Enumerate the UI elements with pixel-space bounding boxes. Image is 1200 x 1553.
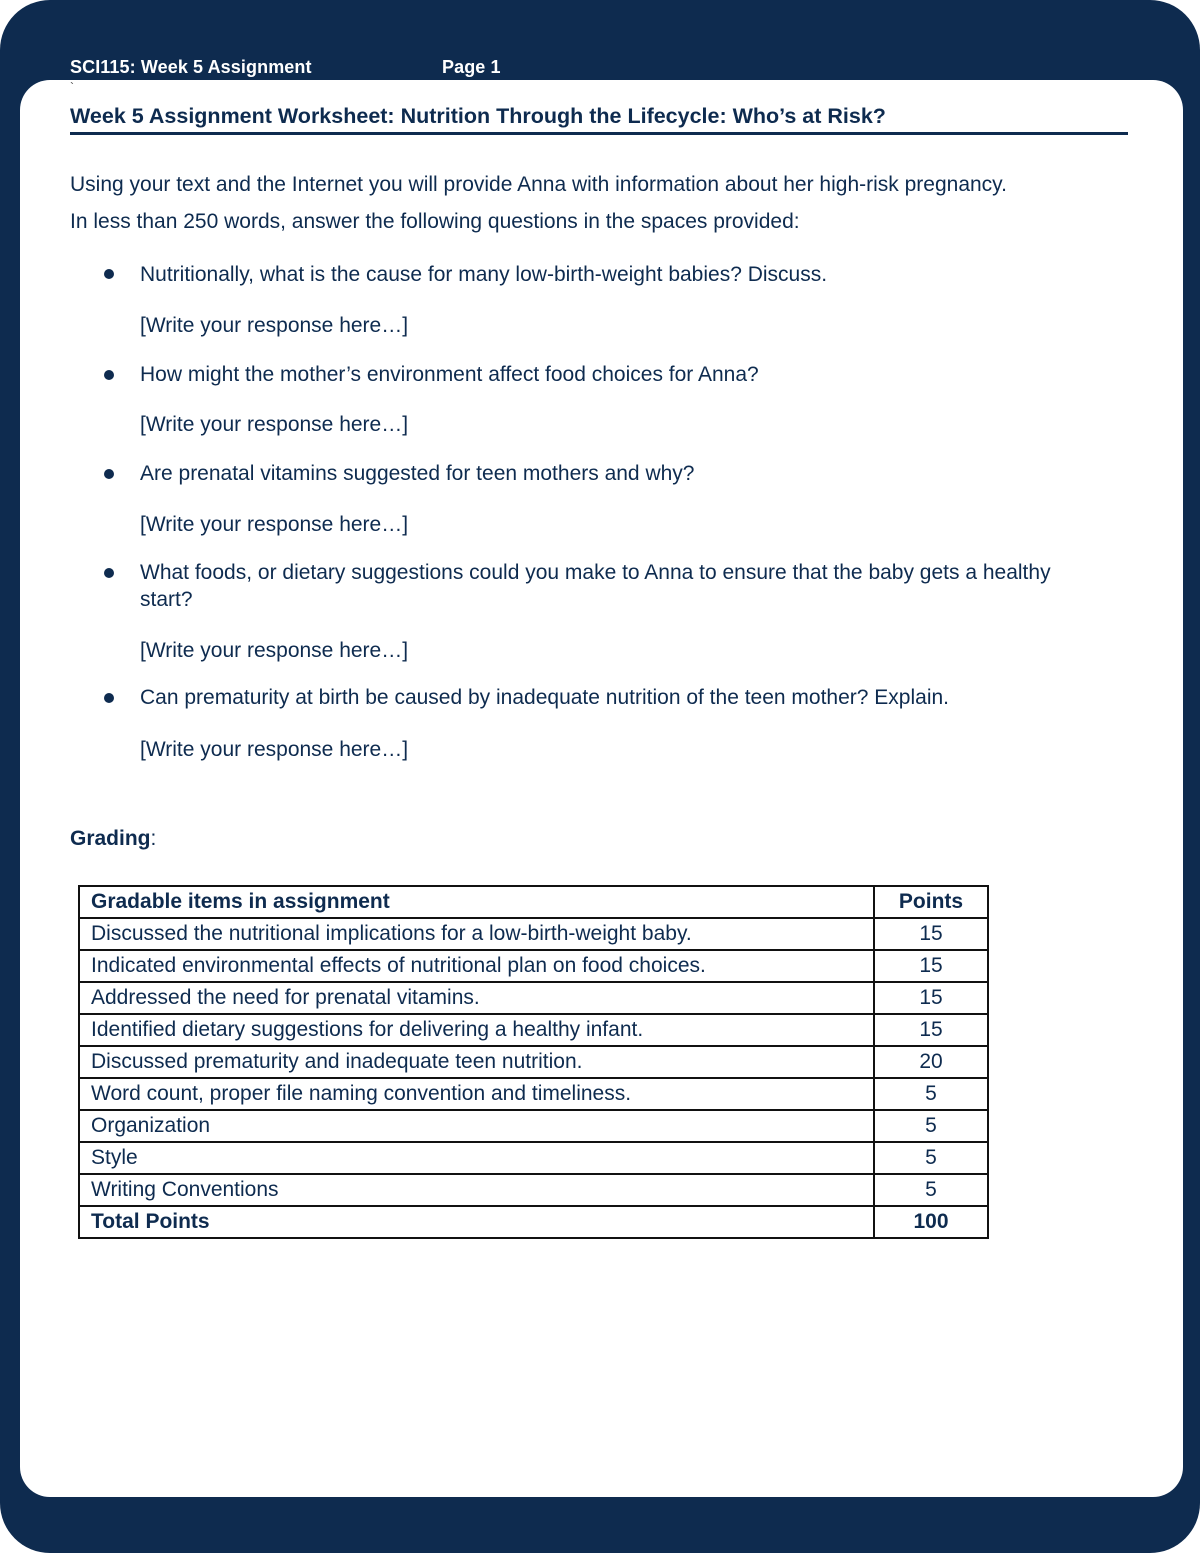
page-header [0, 0, 1200, 80]
table-row [79, 950, 988, 982]
row-points: 5 [874, 1078, 988, 1110]
bullet-icon [104, 693, 114, 703]
grading-table [78, 885, 989, 1239]
page-title: Week 5 Assignment Worksheet: Nutrition Through the Lifecycle: Who’s at Risk? [70, 104, 1128, 135]
grading-heading [70, 827, 156, 851]
intro-line-2: In less than 250 words, answer the following questions in the spaces provided: [70, 210, 800, 233]
response-5[interactable]: [Write your response here…] [140, 738, 409, 761]
row-item: Indicated environmental effects of nutritional plan on food choices. [79, 950, 874, 982]
row-item: Identified dietary suggestions for delivering a healthy infant. [79, 1014, 874, 1046]
total-row [79, 1206, 988, 1238]
page-number: Page 1 [442, 57, 501, 77]
stray-mark: ` [70, 80, 74, 94]
question-1: Nutritionally, what is the cause for many low-birth-weight babies? Discuss. [140, 263, 828, 286]
row-points: 5 [874, 1142, 988, 1174]
row-item: Discussed the nutritional implications for a low-birth-weight baby. [79, 918, 874, 950]
row-item: Word count, proper file naming convention and timeliness. [79, 1078, 874, 1110]
row-points: 5 [874, 1174, 988, 1206]
row-points: 20 [874, 1046, 988, 1078]
total-points: 100 [874, 1206, 988, 1238]
response-4[interactable]: [Write your response here…] [140, 639, 409, 662]
row-item: Style [79, 1142, 874, 1174]
row-points: 5 [874, 1110, 988, 1142]
table-row [79, 1078, 988, 1110]
table-row [79, 1014, 988, 1046]
question-2: How might the mother’s environment affect food choices for Anna? [140, 363, 759, 386]
document-sheet [20, 80, 1183, 1497]
row-points: 15 [874, 982, 988, 1014]
column-header-points: Points [874, 886, 988, 918]
question-3: Are prenatal vitamins suggested for teen mothers and why? [140, 462, 695, 485]
table-row [79, 1110, 988, 1142]
table-row [79, 982, 988, 1014]
bullet-icon [104, 269, 114, 279]
intro-paragraph [70, 166, 1140, 240]
column-header-item: Gradable items in assignment [79, 886, 874, 918]
row-points: 15 [874, 950, 988, 982]
row-item: Addressed the need for prenatal vitamins. [79, 982, 874, 1014]
bullet-icon [104, 469, 114, 479]
row-points: 15 [874, 918, 988, 950]
intro-line-1: Using your text and the Internet you will provide Anna with information about her high-risk pregnancy. [70, 173, 1007, 196]
response-2[interactable]: [Write your response here…] [140, 413, 409, 436]
question-4: What foods, or dietary suggestions could you make to Anna to ensure that the baby gets a healthy start? [140, 561, 1051, 611]
row-item: Organization [79, 1110, 874, 1142]
bullet-icon [104, 370, 114, 380]
response-3[interactable]: [Write your response here…] [140, 513, 409, 536]
row-item: Writing Conventions [79, 1174, 874, 1206]
row-item: Discussed prematurity and inadequate teen nutrition. [79, 1046, 874, 1078]
row-points: 15 [874, 1014, 988, 1046]
table-row [79, 1174, 988, 1206]
table-row [79, 1142, 988, 1174]
question-5: Can prematurity at birth be caused by inadequate nutrition of the teen mother? Explain. [140, 686, 949, 709]
table-header-row [79, 886, 988, 918]
table-row [79, 1046, 988, 1078]
course-header: SCI115: Week 5 Assignment [70, 57, 312, 77]
total-label: Total Points [79, 1206, 874, 1238]
grading-colon: : [150, 827, 157, 850]
table-row [79, 918, 988, 950]
bullet-icon [104, 568, 114, 578]
grading-label: Grading [70, 827, 151, 850]
response-1[interactable]: [Write your response here…] [140, 314, 409, 337]
